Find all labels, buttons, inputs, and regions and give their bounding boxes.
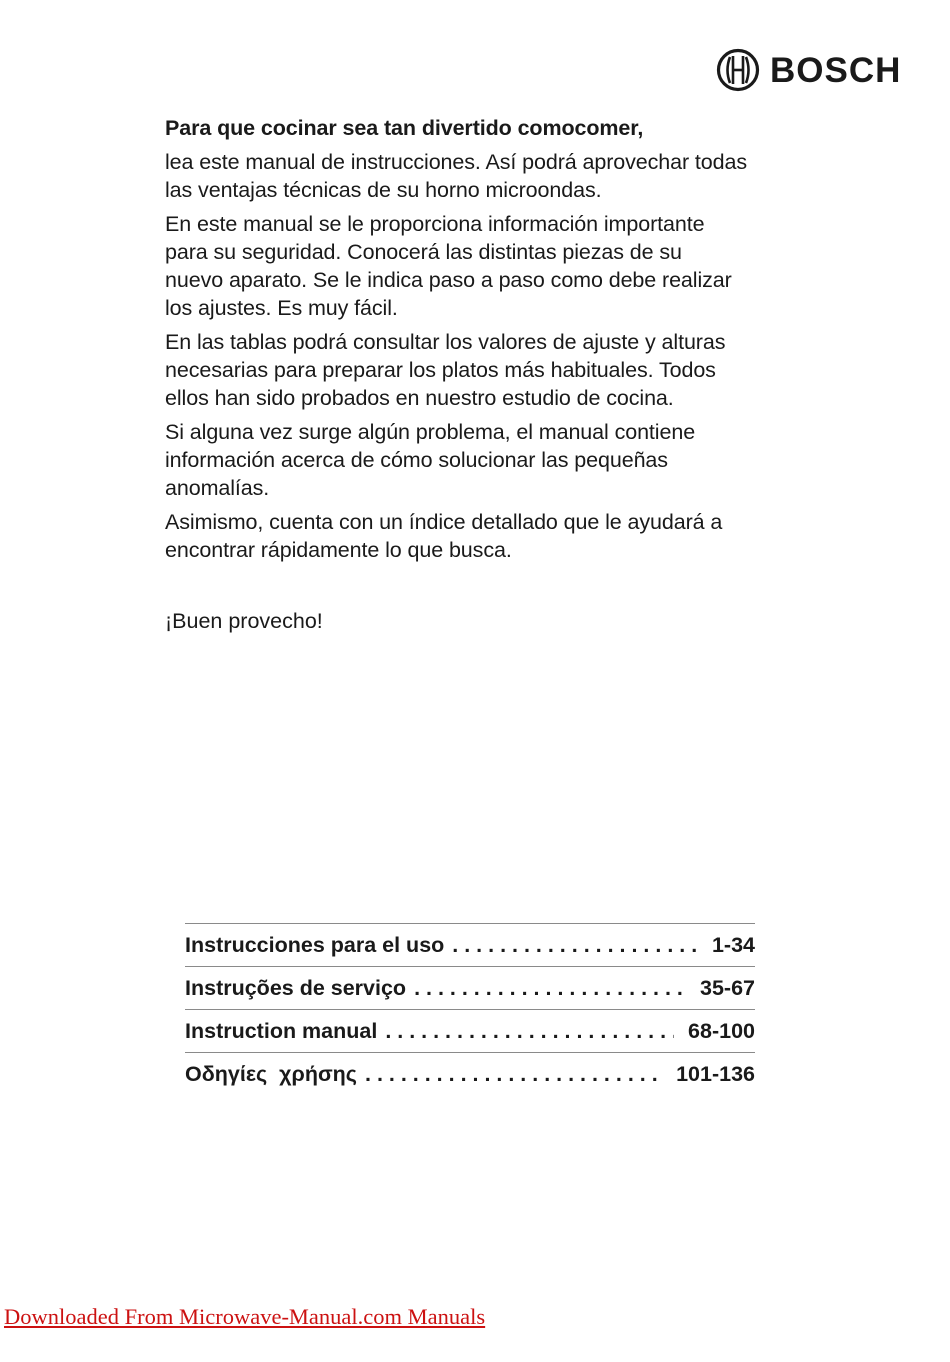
- toc-title: Instrucciones para el uso: [185, 932, 445, 957]
- intro-paragraph: Asimismo, cuenta con un índice detallado que le ayudará a encontrar rápidamente lo que busca.: [165, 510, 723, 562]
- toc-page-range: 101-136: [676, 1061, 755, 1086]
- toc-row-english: [185, 1010, 755, 1053]
- toc-leader-dots: [365, 1062, 662, 1087]
- intro-paragraph: lea este manual de instrucciones. Así podrá aprovechar todas las ventajas técnicas de su horno microondas.: [165, 150, 748, 202]
- bosch-logo: [716, 46, 901, 94]
- bosch-armature-icon: [716, 48, 760, 92]
- toc-title: Instruções de serviço: [185, 975, 407, 1000]
- intro-paragraph: Si alguna vez surge algún problema, el manual contiene información acerca de cómo solucionar las pequeñas anomalías.: [165, 420, 696, 500]
- toc-leader-dots: [385, 1019, 674, 1044]
- download-source-link[interactable]: Downloaded From Microwave-Manual.com Manuals: [4, 1304, 486, 1329]
- toc-row-spanish: [185, 924, 755, 967]
- intro-section: [165, 114, 805, 570]
- toc-leader-dots: [452, 933, 698, 958]
- toc-leader-dots: [414, 976, 686, 1001]
- toc-row-portuguese: [185, 967, 755, 1010]
- closing-greeting: ¡Buen provecho!: [165, 609, 323, 633]
- brand-name: BOSCH: [770, 50, 902, 90]
- toc-row-greek: [185, 1053, 755, 1095]
- toc-title: Οδηγίες χρήσης: [185, 1061, 357, 1086]
- toc-page-range: 1-34: [711, 932, 755, 957]
- toc-page-range: 35-67: [700, 975, 755, 1000]
- toc-title: Instruction manual: [185, 1018, 378, 1043]
- intro-paragraph: En este manual se le proporciona información importante para su seguridad. Conocerá las distintas piezas de su nuevo aparato. Se le indica paso a paso como debe realizar los ajustes. Es muy fácil.: [165, 212, 732, 320]
- toc-page-range: 68-100: [688, 1018, 755, 1043]
- intro-paragraph: En las tablas podrá consultar los valores de ajuste y alturas necesarias para preparar los platos más habituales. Todos ellos han sido probados en nuestro estudio de cocina.: [165, 330, 726, 410]
- language-index: [185, 923, 755, 1095]
- intro-heading: Para que cocinar sea tan divertido comocomer,: [165, 116, 644, 140]
